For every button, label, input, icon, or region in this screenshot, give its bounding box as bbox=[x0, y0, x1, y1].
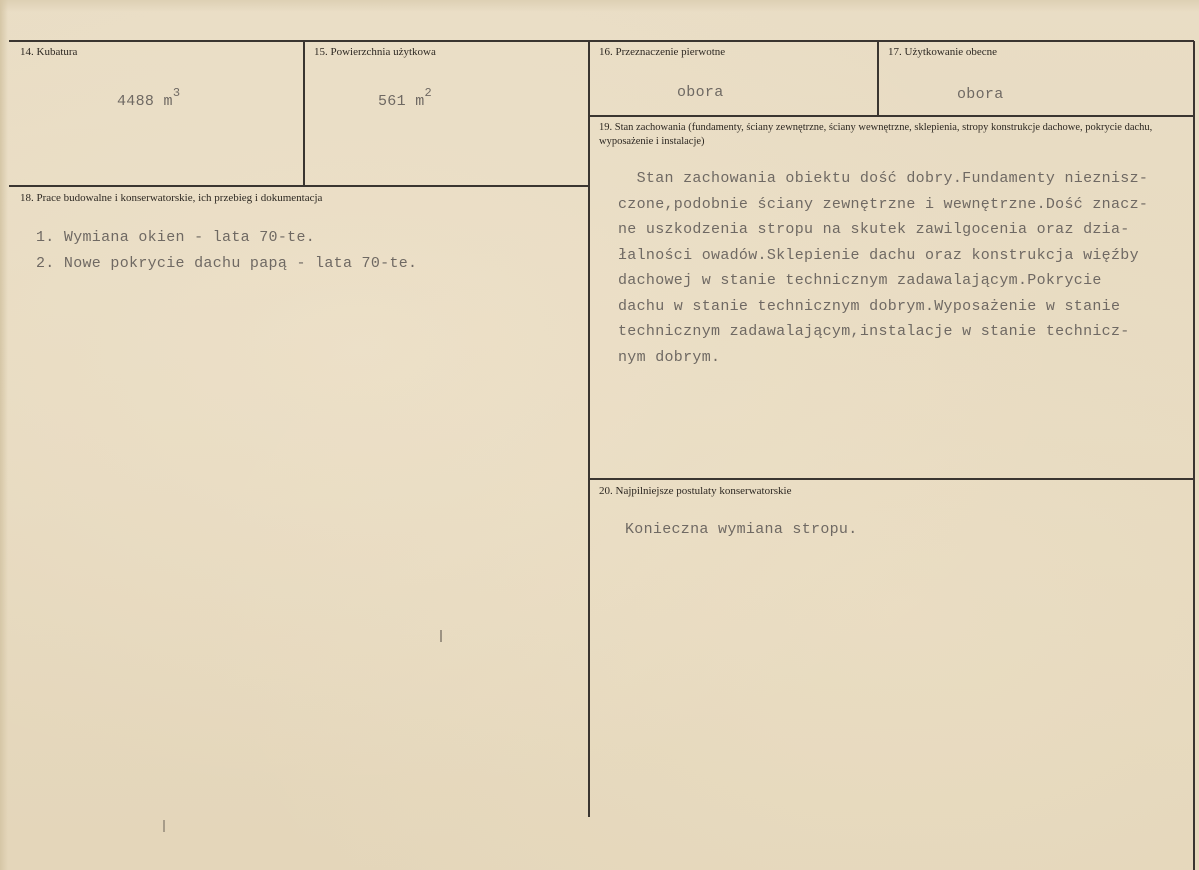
text-line: dachu w stanie technicznym dobrym.Wyposażenie w stanie bbox=[618, 297, 1121, 315]
rule-above-19 bbox=[589, 115, 1194, 117]
text-line: czone,podobnie ściany zewnętrzne i wewnętrzne.Dość znacz- bbox=[618, 195, 1149, 213]
field-20-value: Konieczna wymiana stropu. bbox=[625, 521, 858, 538]
field-17-value: obora bbox=[957, 86, 1004, 103]
top-rule bbox=[9, 40, 1194, 42]
field-15-label: 15. Powierzchnia użytkowa bbox=[314, 46, 436, 58]
field-19-text bbox=[618, 166, 1148, 370]
field-20-label: 20. Najpilniejsze postulaty konserwatorskie bbox=[599, 485, 792, 497]
pencil-mark bbox=[163, 820, 165, 832]
field-17-label: 17. Użytkowanie obecne bbox=[888, 46, 998, 58]
field-18-label: 18. Prace budowalne i konserwatorskie, ich przebieg i dokumentacja bbox=[20, 192, 323, 204]
text-line: technicznym zadawalającym,instalacje w stanie technicz- bbox=[618, 323, 1130, 340]
field-15-value bbox=[378, 86, 433, 110]
field-14-label: 14. Kubatura bbox=[20, 46, 78, 58]
rule-above-20 bbox=[589, 478, 1194, 480]
field-16-label: 16. Przeznaczenie pierwotne bbox=[599, 46, 726, 58]
volume-value: 4488 m bbox=[117, 93, 173, 110]
field-18-list bbox=[36, 225, 417, 276]
list-item: 2. Nowe pokrycie dachu papą - lata 70-te. bbox=[36, 254, 418, 272]
right-edge-rule bbox=[1193, 41, 1195, 870]
field-16-value: obora bbox=[677, 84, 724, 101]
field-14-value bbox=[117, 86, 181, 110]
card-edge bbox=[0, 0, 1199, 12]
divider-14-15 bbox=[303, 41, 305, 186]
center-vertical-rule bbox=[588, 41, 590, 817]
text-line: nym dobrym. bbox=[618, 348, 721, 366]
field-19-label: 19. Stan zachowania (fundamenty, ściany zewnętrzne, ściany wewnętrzne, sklepienia, stropy konstrukcje dachowe, pokrycie dachu, wyposażenie i instalacje) bbox=[599, 122, 1153, 147]
text-line: ne uszkodzenia stropu na skutek zawilgocenia oraz dzia- bbox=[618, 221, 1130, 238]
divider-16-17 bbox=[877, 41, 879, 115]
volume-unit-exponent: 3 bbox=[172, 86, 181, 100]
card-edge bbox=[0, 0, 8, 870]
list-item: 1. Wymiana okien - lata 70-te. bbox=[36, 229, 316, 246]
area-unit-exponent: 2 bbox=[424, 86, 433, 100]
area-value: 561 m bbox=[378, 93, 425, 110]
text-line: dachowej w stanie technicznym zadawalającym.Pokrycie bbox=[618, 272, 1102, 289]
text-line: Stan zachowania obiektu dość dobry.Fundamenty nieznisz- bbox=[618, 170, 1149, 187]
text-line: łalności owadów.Sklepienie dachu oraz konstrukcja więźby bbox=[618, 246, 1139, 264]
pencil-mark bbox=[440, 630, 442, 642]
rule-above-18 bbox=[9, 185, 589, 187]
